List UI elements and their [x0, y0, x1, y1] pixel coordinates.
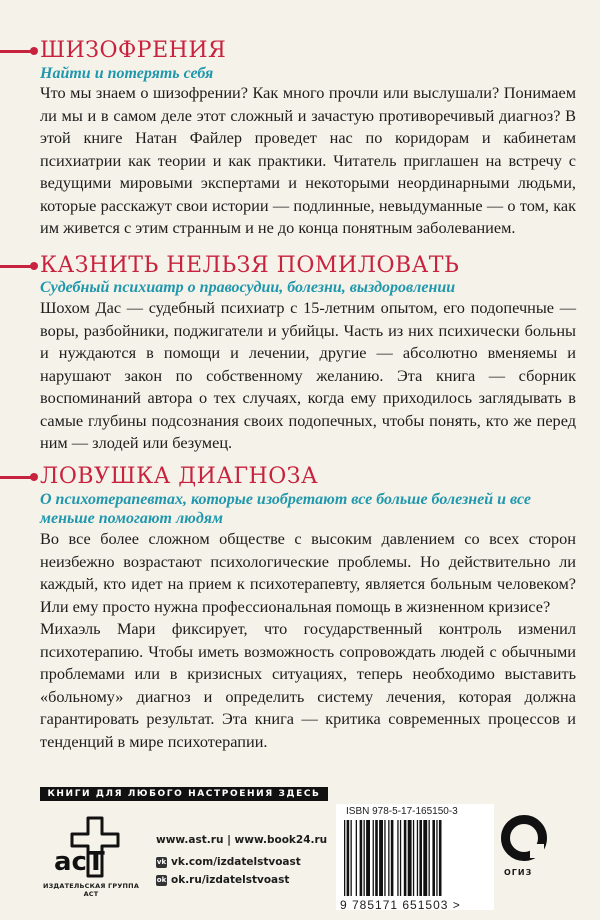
- red-rule: [0, 476, 32, 479]
- ok-url[interactable]: ok.ru/izdatelstvoast: [171, 874, 290, 886]
- book-subtitle: О психотерапевтах, которые изобретают все больше болезней и все меньше помогают людям: [40, 491, 531, 527]
- barcode-bar: [408, 820, 412, 896]
- book-subtitle: Найти и потерять себя: [40, 65, 214, 82]
- ok-icon: ok: [156, 875, 167, 884]
- vk-link[interactable]: [156, 856, 301, 868]
- book-description: [40, 528, 576, 753]
- barcode-bar: [347, 820, 350, 896]
- barcode-bar: [397, 820, 398, 896]
- tagline-bar: КНИГИ ДЛЯ ЛЮБОГО НАСТРОЕНИЯ ЗДЕСЬ: [40, 787, 328, 801]
- red-dot: [30, 47, 38, 55]
- ogiz-label: ОГИЗ: [504, 868, 533, 877]
- barcode-bar: [388, 820, 389, 896]
- barcode-bar: [413, 820, 414, 896]
- barcode-bar: [432, 820, 435, 896]
- book-title: ШИЗОФРЕНИЯ: [40, 38, 227, 63]
- book-description: [40, 297, 576, 455]
- barcode-digits: 9 785171 651503 >: [340, 898, 461, 912]
- barcode-bar: [391, 820, 394, 896]
- barcode-bar: [423, 820, 427, 896]
- website-links[interactable]: www.ast.ru | www.book24.ru: [156, 834, 328, 846]
- barcode-bar: [364, 820, 365, 896]
- book-subtitle: Судебный психиатр о правосудии, болезни, выздоровлении: [40, 279, 456, 296]
- barcode-bar: [351, 820, 352, 896]
- publisher-name: ИЗДАТЕЛЬСКАЯ ГРУППА АСТ: [42, 882, 140, 898]
- red-dot: [30, 262, 38, 270]
- book-title: ЛОВУШКА ДИАГНОЗА: [40, 464, 319, 489]
- barcode-bar: [366, 820, 370, 896]
- barcode-bar: [360, 820, 363, 896]
- barcode-bar: [419, 820, 422, 896]
- barcode-bar: [400, 820, 401, 896]
- book-title: КАЗНИТЬ НЕЛЬЗЯ ПОМИЛОВАТЬ: [40, 253, 460, 278]
- ok-link[interactable]: [156, 874, 289, 886]
- barcode-bar: [404, 820, 407, 896]
- barcode-bar: [439, 820, 442, 896]
- barcode-bar: [356, 820, 357, 896]
- book-description: [40, 82, 576, 240]
- red-rule: [0, 265, 32, 268]
- vk-url[interactable]: vk.com/izdatelstvoast: [171, 856, 301, 868]
- ast-logo: [44, 812, 128, 882]
- isbn: ISBN 978-5-17-165150-3: [346, 806, 458, 817]
- paragraph: Михаэль Мари фиксирует, что государственный контроль изменил психотерапию. Чтобы иметь возможность сопровождать людей с обычными проблемами или в кризисных ситуациях, теперь необходимо выставить «больному» диагноз и определить систему лечения, которая должна гарантировать результат. Эта книга — критика современных процессов и тенденций в мире психотерапии.: [40, 619, 576, 751]
- barcode: [342, 820, 488, 898]
- barcode-bar: [379, 820, 383, 896]
- red-dot: [30, 473, 38, 481]
- barcode-bar: [375, 820, 378, 896]
- paragraph: Что мы знаем о шизофрении? Как много прочли или выслушали? Понимаем ли мы и в самом деле этот сложный и зачастую противоречивый диагноз? В этой книге Натан Файлер проведет нас по коридорам и кабинетам психиатрии как теории и как практики. Читатель приглашен на встречу с ведущими мировыми экспертами и некоторыми неординарными людьми, которые расскажут свои истории — подлинные, невыдуманные — о том, как им живется с этим странным и не до конца понятным заболеванием.: [40, 83, 576, 237]
- paragraph: Во все более сложном обществе с высоким давлением со всех сторон неизбежно возрастают психологические проблемы. Но действительно ли каждый, кто идет на прием к психотерапевту, является больным человеком? Или ему просто нужна профессиональная помощь в жизненном кризисе?: [40, 529, 576, 616]
- barcode-bar: [429, 820, 430, 896]
- red-rule: [0, 50, 32, 53]
- barcode-bar: [417, 820, 418, 896]
- logo-text: aсТ: [54, 847, 105, 877]
- paragraph: Шохом Дас — судебный психиатр с 15-летним опытом, его подопечные — воры, разбойники, поджигатели и убийцы. Часть из них психически больны и нуждаются в помощи и лечении, другие — абсолютно вменяемы и нарушают закон по собственному желанию. Эта книга — сборник воспоминаний автора о тех случаях, когда ему приходилось заглядывать в самые глубины подсознания своих подопечных, чтобы понять, кто же перед ним — злодей или безумец.: [40, 298, 576, 452]
- ogiz-logo: [501, 815, 547, 861]
- barcode-bar: [373, 820, 374, 896]
- vk-icon: vk: [156, 857, 167, 866]
- barcode-bar: [436, 820, 437, 896]
- barcode-bar: [344, 820, 345, 896]
- barcode-bar: [384, 820, 385, 896]
